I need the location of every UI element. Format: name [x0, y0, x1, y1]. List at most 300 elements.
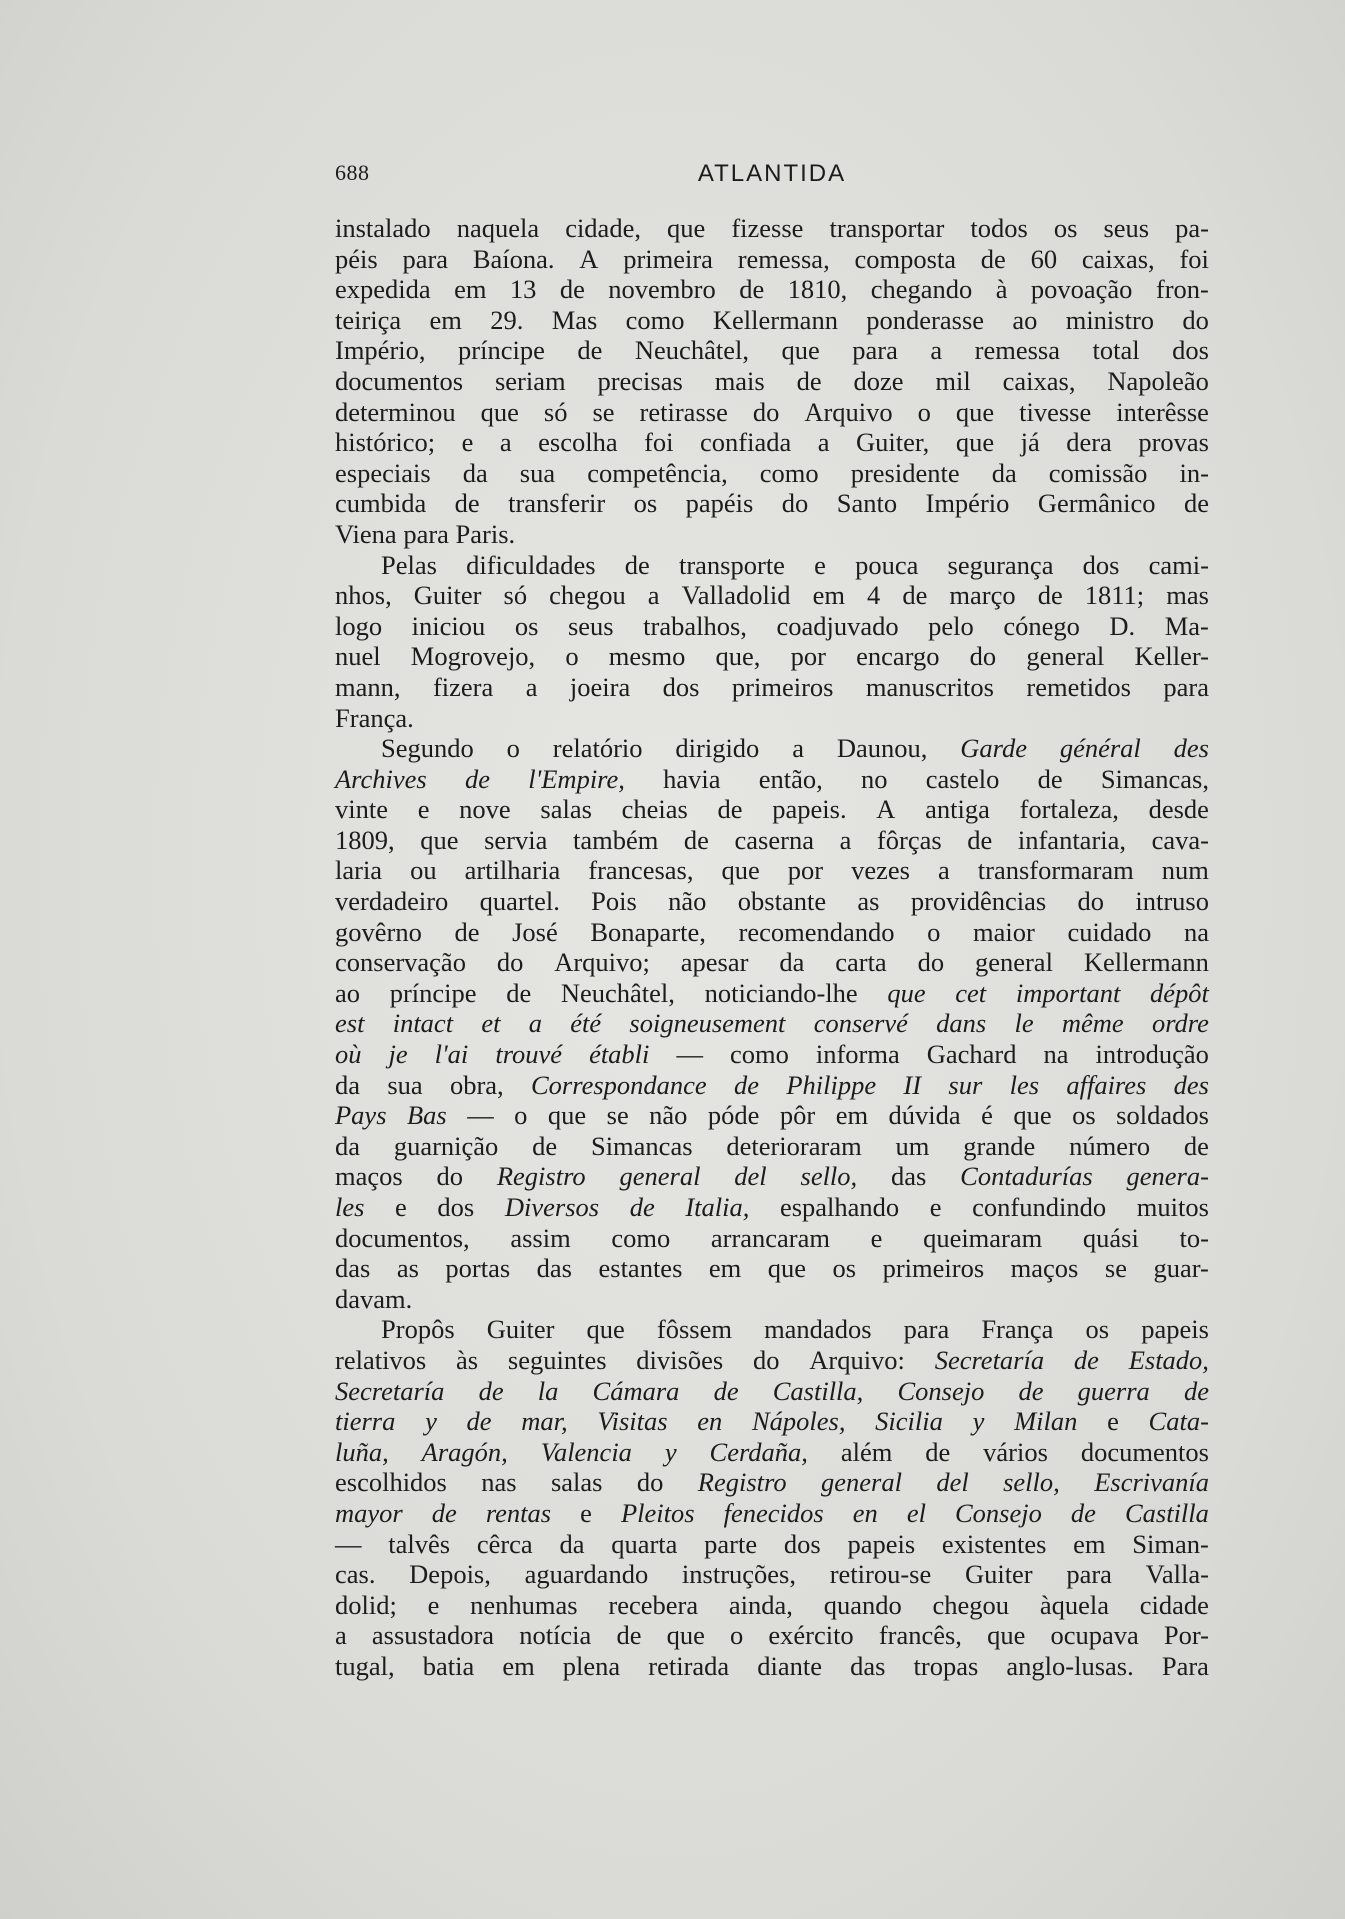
word: mandados — [764, 1314, 872, 1345]
word: especiais — [335, 457, 431, 488]
word: das — [536, 1253, 572, 1284]
word: que — [420, 824, 459, 855]
word: été — [570, 1008, 602, 1039]
word: guar- — [1153, 1253, 1209, 1284]
word: da — [462, 457, 488, 488]
word: y — [425, 1406, 437, 1437]
word: Guiter — [413, 580, 482, 611]
word: de — [1073, 1344, 1099, 1375]
word: seus — [567, 610, 614, 641]
word: papeis. — [772, 794, 847, 825]
word: mil — [935, 365, 971, 396]
word: dúvida — [888, 1100, 961, 1131]
word: ou — [410, 855, 437, 886]
word: papeis — [1141, 1314, 1209, 1345]
word: pouca — [855, 549, 919, 580]
word: y — [972, 1406, 985, 1437]
word: não — [649, 1100, 688, 1131]
word: se — [592, 396, 615, 427]
word: Guiter, — [856, 427, 930, 458]
word: um — [895, 1130, 930, 1161]
word: Aragón, — [421, 1436, 508, 1467]
word: em — [454, 274, 487, 305]
word: total — [1092, 335, 1140, 366]
word: que — [667, 213, 706, 243]
word: ainda, — [728, 1589, 793, 1620]
word: precisas — [597, 365, 683, 396]
word: cheias — [621, 794, 688, 825]
word: Pleitos — [620, 1497, 695, 1528]
word: tropas — [913, 1650, 979, 1681]
word: sello, — [800, 1161, 858, 1192]
word: por — [787, 855, 824, 886]
word: de — [1018, 1375, 1044, 1406]
word: 1809, — [335, 824, 395, 855]
word: anglo-lusas. — [1006, 1650, 1134, 1681]
word: sua — [387, 1069, 423, 1100]
word: 4 — [867, 580, 881, 611]
word: histórico; — [335, 427, 436, 458]
word: ocupava — [1050, 1620, 1139, 1651]
word: que — [781, 335, 820, 366]
word: retirada — [648, 1650, 730, 1681]
word: encargo — [856, 641, 940, 672]
word: important — [1015, 977, 1121, 1008]
text-line — [335, 274, 1209, 305]
word: retirou-se — [829, 1559, 932, 1590]
word: composta — [854, 243, 957, 274]
word: e — [395, 1192, 407, 1222]
word: ao — [335, 977, 361, 1008]
word: a — [792, 733, 804, 764]
word: Registro — [496, 1161, 586, 1192]
word: a — [930, 335, 943, 366]
word: escolhidos — [335, 1467, 447, 1498]
word: conservação — [335, 947, 466, 978]
word: França — [981, 1314, 1054, 1345]
text-line — [335, 1192, 1209, 1223]
word: vários — [983, 1436, 1048, 1467]
word: l'ai — [434, 1039, 469, 1070]
word: da — [335, 1069, 361, 1100]
word: rentas — [485, 1497, 552, 1528]
word: e — [1107, 1406, 1119, 1437]
word: cet — [955, 977, 987, 1008]
text-line — [335, 611, 1209, 642]
word: Cerdaña, — [709, 1436, 808, 1467]
text-line — [335, 1131, 1209, 1162]
word: foi — [644, 427, 674, 458]
text-line — [335, 1590, 1209, 1621]
word: mann, — [335, 671, 401, 702]
text-line — [335, 764, 1209, 795]
word: antiga — [925, 794, 990, 825]
word: plena — [562, 1650, 621, 1681]
word: de — [1037, 580, 1063, 611]
word: dos — [1172, 335, 1209, 366]
word: que — [666, 1620, 705, 1651]
word: Guiter — [486, 1314, 555, 1345]
word: de — [739, 274, 765, 305]
word: novembro — [608, 274, 716, 305]
word: Arquivo; — [554, 947, 650, 978]
word: de — [925, 1436, 951, 1467]
word: grande — [963, 1130, 1036, 1161]
word: o — [729, 1620, 744, 1651]
word: de — [683, 824, 709, 855]
word: em — [708, 1253, 742, 1284]
text-line — [335, 1039, 1209, 1070]
word: carta — [835, 947, 887, 978]
word: Milan — [1014, 1406, 1078, 1437]
word: mas — [1166, 580, 1209, 611]
word: confundindo — [972, 1192, 1107, 1222]
word: em — [429, 304, 462, 335]
word: Valencia — [540, 1436, 632, 1467]
word: laria — [335, 855, 383, 886]
word: e — [417, 794, 430, 825]
word: mayor — [335, 1497, 403, 1528]
word: parte — [704, 1528, 758, 1559]
text-line — [335, 1559, 1209, 1590]
word: para — [852, 335, 898, 366]
word: Santo — [836, 488, 898, 519]
word: de — [431, 1497, 457, 1528]
word: príncipe — [389, 977, 477, 1008]
word: Guiter — [964, 1559, 1033, 1590]
text-line — [335, 733, 1209, 764]
text-line — [335, 1651, 1209, 1682]
word: soldados — [1116, 1100, 1209, 1131]
word: recebera — [608, 1589, 699, 1620]
word: em — [502, 1650, 535, 1681]
word: Garde — [960, 733, 1027, 764]
word: os — [1053, 213, 1078, 243]
word: luña, — [335, 1436, 389, 1467]
word: fenecidos — [723, 1497, 824, 1528]
word: Nápoles, — [751, 1406, 846, 1437]
word: l'Empire, — [528, 763, 625, 794]
word: salas — [540, 794, 592, 825]
word: providências — [910, 886, 1047, 917]
word: trouvé — [495, 1039, 563, 1070]
word: fortaleza, — [1019, 794, 1119, 825]
word: e — [580, 1497, 592, 1528]
word: de — [733, 1069, 759, 1100]
word: da — [559, 1528, 585, 1559]
word: dificuldades — [466, 549, 596, 580]
word: os — [633, 488, 658, 519]
word: je — [388, 1039, 408, 1070]
word: para — [402, 243, 449, 274]
word: desde — [1148, 794, 1209, 825]
word: de — [478, 1375, 504, 1406]
word: Estado, — [1128, 1344, 1209, 1375]
word: de — [624, 549, 650, 580]
word: pa- — [1175, 213, 1209, 243]
text-line — [335, 335, 1209, 366]
word: que — [767, 1253, 807, 1284]
word: affaires — [1066, 1069, 1147, 1100]
text-line — [335, 1376, 1209, 1407]
word: sua — [519, 457, 556, 488]
word: iniciou — [411, 610, 486, 641]
word: se — [606, 1100, 629, 1131]
text-line — [335, 1529, 1209, 1560]
word: àquela — [1039, 1589, 1109, 1620]
word: que — [955, 396, 995, 427]
word: conservé — [813, 1008, 908, 1039]
word: vezes — [851, 855, 910, 886]
text-line — [335, 1437, 1209, 1468]
text-line — [335, 917, 1209, 948]
word: Secretaría — [934, 1344, 1045, 1375]
text-line — [335, 305, 1209, 336]
word: Baíona. — [472, 243, 555, 274]
word: remessa — [974, 335, 1061, 366]
word: in- — [1179, 457, 1209, 488]
word: Depois, — [409, 1559, 491, 1590]
word: en — [697, 1406, 723, 1437]
word: est — [335, 1008, 365, 1039]
word: como — [611, 1222, 671, 1253]
text-line — [335, 1498, 1209, 1529]
word: de — [466, 1406, 492, 1437]
word: Cata- — [1148, 1406, 1209, 1437]
word: le — [1014, 1008, 1034, 1039]
word: Correspondance — [531, 1069, 707, 1100]
word: Valla- — [1145, 1559, 1209, 1590]
text-line — [335, 1345, 1209, 1376]
word: vinte — [335, 794, 388, 825]
word: assustadora — [371, 1620, 495, 1651]
word: infantaria, — [1017, 824, 1127, 855]
word: cidade — [1139, 1589, 1209, 1620]
word: notícia — [519, 1620, 592, 1651]
word: intact — [392, 1008, 454, 1039]
word: o — [917, 396, 931, 427]
word: os — [1072, 1100, 1096, 1131]
word: caixas, — [1081, 243, 1155, 274]
word: de — [1183, 488, 1209, 519]
word: que — [955, 427, 995, 458]
word: Arquivo: — [809, 1344, 905, 1375]
word: Mas — [551, 304, 598, 335]
word: fizera — [432, 671, 494, 702]
word: primeiros — [882, 1253, 985, 1284]
word: Neuchâtel, — [560, 977, 675, 1008]
word: verdadeiro — [335, 886, 449, 917]
word: povoação — [1030, 274, 1133, 305]
word: Archives — [335, 763, 427, 794]
word: queimaram — [923, 1222, 1043, 1253]
word: e — [461, 427, 474, 458]
word: la — [537, 1375, 559, 1406]
word: portas — [445, 1253, 511, 1284]
word: o — [506, 733, 520, 764]
word: para — [903, 1314, 950, 1345]
word: coadjuvado — [776, 610, 899, 641]
running-title: ATLANTIDA — [697, 160, 847, 187]
word: do — [781, 488, 809, 519]
word: general — [821, 1467, 902, 1498]
word: intruso — [1135, 886, 1209, 917]
word: trabalhos, — [643, 610, 747, 641]
word: apesar — [680, 947, 749, 978]
word: genera- — [1126, 1161, 1209, 1192]
word: Philippe — [786, 1069, 877, 1100]
word: que — [586, 1314, 625, 1345]
word: que — [1013, 1100, 1052, 1131]
word: transformaram — [977, 855, 1134, 886]
word: Italia, — [685, 1192, 750, 1222]
word: castelo — [925, 763, 1000, 794]
word: Sicilia — [875, 1406, 943, 1437]
word: informa — [815, 1039, 900, 1070]
word: transferir — [508, 488, 606, 519]
word: quando — [823, 1589, 902, 1620]
word: Para — [1161, 1650, 1209, 1681]
word: Simancas, — [1100, 763, 1209, 794]
word: do — [1077, 886, 1105, 917]
word: général — [1059, 733, 1141, 764]
word: segurança — [947, 549, 1054, 580]
word: do — [496, 947, 524, 978]
text-line — [335, 580, 1209, 611]
word: batia — [422, 1650, 475, 1681]
text-line — [335, 1253, 1209, 1284]
word: cidade, — [565, 213, 641, 243]
word: de — [796, 365, 822, 396]
word: de — [717, 794, 743, 825]
word: quási — [1082, 1222, 1139, 1253]
word: de — [532, 1130, 558, 1161]
word: a — [499, 427, 512, 458]
word: só — [503, 580, 528, 611]
word: dera — [1066, 427, 1112, 458]
word: — — [676, 1039, 703, 1070]
word: tierra — [335, 1406, 396, 1437]
word: davam. — [335, 1283, 413, 1314]
word: nenhumas — [470, 1589, 578, 1620]
text-line — [335, 519, 1209, 550]
word: das — [335, 1253, 371, 1284]
word: que, — [715, 641, 761, 672]
word: sello, — [1003, 1467, 1060, 1498]
word: II — [903, 1069, 922, 1100]
word: de — [577, 335, 603, 366]
word: divisões — [636, 1344, 724, 1375]
word: para — [1163, 671, 1209, 702]
word: que — [480, 396, 519, 427]
word: Pays — [335, 1100, 387, 1131]
word: papeis — [847, 1528, 916, 1559]
text-line — [335, 1100, 1209, 1131]
word: do — [636, 1467, 664, 1498]
word: de — [454, 488, 480, 519]
word: deterioraram — [726, 1130, 862, 1161]
word: joeira — [569, 671, 631, 702]
word: instalado — [335, 213, 431, 243]
word: dos — [1082, 549, 1120, 580]
word: escolha — [538, 427, 618, 458]
word: existentes — [941, 1528, 1047, 1559]
word: num — [1161, 855, 1209, 886]
word: Germânico — [1037, 488, 1156, 519]
word: obra, — [449, 1069, 504, 1100]
word: Escrivanía — [1094, 1467, 1209, 1498]
word: Secretaría — [335, 1375, 445, 1406]
word: cas. — [335, 1559, 376, 1590]
word: — — [335, 1528, 362, 1559]
word: chegou — [932, 1589, 1010, 1620]
word: tugal, — [335, 1650, 395, 1681]
word: Consejo — [954, 1497, 1042, 1528]
word: teiriça — [335, 304, 402, 335]
word: do — [752, 1344, 780, 1375]
word: doze — [853, 365, 904, 396]
word: foi — [1179, 243, 1209, 274]
word: para — [1066, 1559, 1112, 1590]
word: determinou — [335, 396, 456, 427]
word: remessa, — [737, 243, 830, 274]
word: mar, — [521, 1406, 568, 1437]
word: les — [1009, 1069, 1040, 1100]
word: A — [579, 243, 599, 274]
word: mesmo — [608, 641, 686, 672]
word: quartel. — [479, 886, 560, 917]
word: transportar — [829, 213, 945, 243]
word: de — [506, 977, 532, 1008]
word: de — [1037, 763, 1063, 794]
text-line — [335, 427, 1209, 458]
word: a — [528, 1008, 542, 1039]
word: documentos — [335, 365, 464, 396]
word: ponderasse — [866, 304, 985, 335]
text-line — [335, 1284, 1209, 1315]
word: A — [876, 794, 896, 825]
word: a — [525, 671, 538, 702]
word: nas — [481, 1467, 517, 1498]
word: maços — [1010, 1253, 1079, 1284]
word: como — [625, 304, 685, 335]
word: e — [870, 1222, 883, 1253]
word: retirasse — [639, 396, 728, 427]
word: Kellermann — [1083, 947, 1209, 978]
word: que — [721, 855, 760, 886]
word: já — [1020, 427, 1040, 458]
word: que — [547, 1100, 587, 1131]
word: e — [814, 549, 826, 580]
word: em — [1073, 1528, 1106, 1559]
page-header — [335, 160, 1209, 190]
word: a — [647, 580, 660, 611]
word: où — [335, 1039, 362, 1070]
text-line — [335, 947, 1209, 978]
word: Propôs — [381, 1314, 455, 1345]
word: muitos — [1136, 1192, 1209, 1222]
word: interêsse — [1116, 396, 1209, 427]
word: não — [668, 886, 707, 917]
word: relativos — [335, 1344, 427, 1375]
word: como — [759, 457, 819, 488]
word: chegou — [549, 580, 626, 611]
word: assim — [510, 1222, 571, 1253]
word: et — [481, 1008, 501, 1039]
word: 1811; — [1084, 580, 1145, 611]
word: francesas, — [588, 855, 694, 886]
word: maior — [973, 916, 1035, 947]
